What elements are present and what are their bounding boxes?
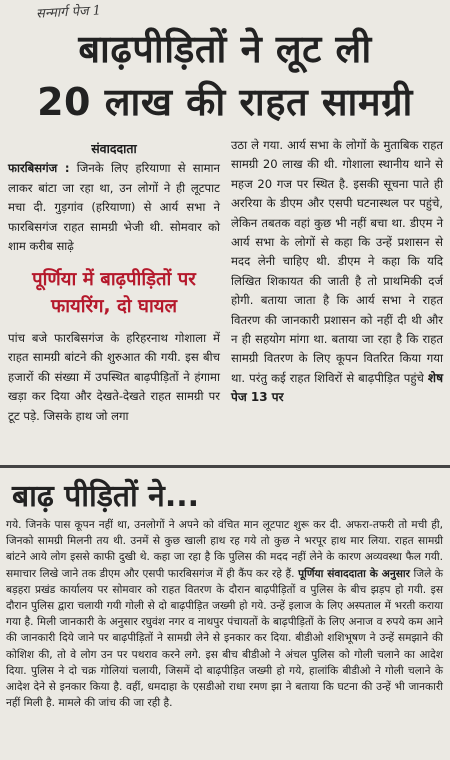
left-paragraph-2: पांच बजे फारबिसगंज के हरिहरनाथ गोशाला में राहत सामग्री बांटने की शुरुआत की गयी. इस बीच हजारों की संख्या में उपस्थित बाढ़पीड़ितों ने हंगामा खड़ा कर दिया और देखते-देखते राहत सामग्री पर टूट पड़े. जिसके हाथ जो लगा: [8, 331, 220, 423]
continued-note: शेष पेज 13 पर: [231, 370, 444, 405]
section-title: बाढ़ पीड़ितों ने...: [12, 479, 200, 514]
byline: संवाददाता: [91, 141, 137, 156]
headline-line-2: 20 लाख की राहत सामग्री: [37, 80, 413, 124]
right-paragraph: उठा ले गया. आर्य सभा के लोगों के मुताबिक राहत सामग्री 20 लाख की थी. गोशाला स्थानीय थाने से महज 20 गज पर स्थित है. इसकी सूचना पाते ही अररिया के डीएम और एसपी घटनास्थल पर पहुंचे, लेकिन तबतक वहां कुछ भी नहीं बचा था. डीएम ने आर्य सभा के लोगों से कहा कि उन्हें प्रशासन से मदद लेनी चाहिए थी. डीएम ने कहा कि यदि लिखित शिकायत की जाती है तो प्राथमिकी दर्ज होगी. बताया जाता है कि आर्य सभा ने राहत वितरण की जानकारी प्रशासन को नहीं दी थी और न ही सहयोग मांगा था. बताया जा रहा है कि राहत सामग्री वितरण के लिए कूपन वितरित किया गया था. परंतु कई राहत शिविरों से बाढ़पीड़ित पहुंचे: [231, 138, 443, 385]
bottom-paragraph-part-2: जिले के बड़हरा प्रखंड कार्यालय पर सोमवार को राहत वितरण के दौरान बाढ़पीड़ितों व पुलिस के बीच झड़प हो गयी. इस दौरान पुलिस द्वारा चलायी गयी गोली से दो बाढ़पीड़ित जख्मी हो गये. उन्हें इलाज के लिए अस्पताल में भरती कराया गया है. मिली जानकारी के अनुसार रघुवंश नगर व नाथपुर पंचायतों के बाढ़पीड़ितों के लिए अनाज व रुपये कम आने की जानकारी दिये जाने पर बाढ़पीड़ितों ने सामग्री लेने से इनकार कर दिया. बीडीओ शशिभूषण ने उन्हें समझाने की कोशिश की, तो वे लोग उन पर पथराव करने लगे. इस बीच बीडीओ ने अंचल पुलिस को गोली चलाने का आदेश दिया. पुलिस ने दो चक्र गोलियां चलायी, जिसमें दो बाढ़पीड़ित जख्मी हो गये, हालांकि बीडीओ ने गोली चलाने के आदेश देने से इनकार किया है. वहीं, धमदाहा के एसडीओ राधा रमण झा ने बताया कि घटना की उन्हें भी जानकारी नहीं मिली है. मामले की जांच की जा रही है.: [6, 567, 444, 710]
left-paragraph-1: जिनके लिए हरियाणा से सामान लाकर बांटा जा रहा था, उन लोगों ने ही लूटपाट मचा दी. गुड़गांव (हरियाणा) से आर्य सभा ने फारबिसगंज राहत सामग्री भेजी थी. सोमवार को शाम करीब साढ़े: [8, 161, 220, 254]
bottom-article: [6, 517, 443, 711]
section-divider: [0, 465, 450, 468]
left-column-top: [8, 139, 220, 256]
subheadline: पूर्णिया में बाढ़पीड़ितों पर फायरिंग, दो घायल: [32, 269, 196, 317]
handwritten-note: सन्मार्ग पेज 1: [35, 3, 102, 22]
right-column: [231, 136, 443, 408]
headline-line-1: बाढ़पीड़ितों ने लूट ली: [78, 27, 372, 71]
bottom-paragraph-part-1: गये. जिनके पास कूपन नहीं था, उनलोगों ने अपने को वंचित मान लूटपाट शुरू कर दी. अफरा-तफरी तो मची ही, जिनको सामग्री मिलनी तय थी. उनमें से कुछ खाली हाथ रह गये तो कुछ ने भरपूर हाथ मार लिया. राहत सामग्री बांटने आये लोग इससे काफी दुखी थे. कहा जा रहा है कि पुलिस की मदद नहीं लेने के कारण अव्यवस्था फैल गयी. समाचार लिखे जाने तक डीएम और एसपी फारबिसगंज में ही कैंप कर रहे हैं.: [6, 519, 443, 580]
dateline: फारबिसगंज :: [8, 161, 70, 176]
bottom-bold-lead: पूर्णिया संवाददाता के अनुसार: [298, 567, 410, 580]
